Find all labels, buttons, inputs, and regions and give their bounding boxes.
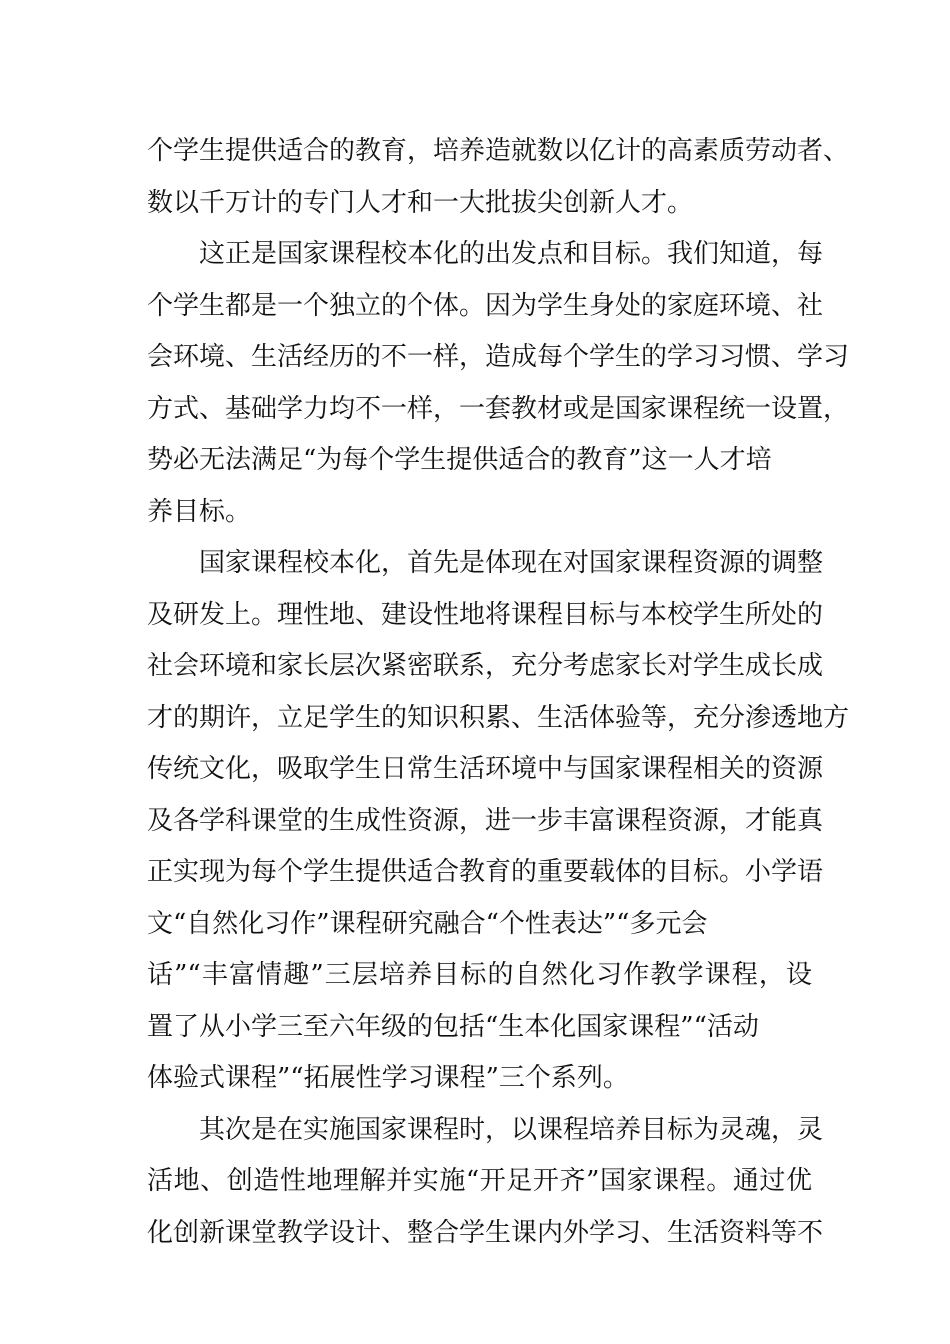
text-line: 及各学科课堂的生成性资源，进一步丰富课程资源，才能真	[147, 805, 824, 836]
text-line: 个学生提供适合的教育，培养造就数以亿计的高素质劳动者、	[147, 136, 850, 166]
text-line: 正实现为每个学生提供适合教育的重要载体的目标。小学语	[147, 857, 824, 887]
text-line: 会环境、生活经历的不一样，造成每个学生的学习习惯、学习	[147, 342, 850, 372]
text-line: 及研发上。理性地、建设性地将课程目标与本校学生所处的	[147, 599, 824, 630]
text-line: 传统文化，吸取学生日常生活环境中与国家课程相关的资源	[147, 754, 824, 784]
text-line: 化创新课堂教学设计、整合学生课内外学习、生活资料等不	[147, 1217, 824, 1248]
text-line: 才的期许，立足学生的知识积累、生活体验等，充分渗透地方	[147, 702, 850, 733]
paragraph-first-line: 其次是在实施国家课程时，以课程培养目标为灵魂，灵	[199, 1114, 824, 1145]
text-line: 体验式课程”“拓展性学习课程”三个系列。	[147, 1063, 629, 1093]
text-line: 个学生都是一个独立的个体。因为学生身处的家庭环境、社	[147, 290, 824, 321]
text-line: 方式、基础学力均不一样，一套教材或是国家课程统一设置，	[147, 393, 850, 424]
paragraph-first-line: 国家课程校本化，首先是体现在对国家课程资源的调整	[199, 548, 824, 578]
text-line: 活地、创造性地理解并实施“开足开齐”国家课程。通过优	[147, 1166, 812, 1196]
text-line: 社会环境和家长层次紧密联系，充分考虑家长对学生成长成	[147, 651, 824, 681]
text-line: 数以千万计的专门人才和一大批拔尖创新人才。	[147, 187, 694, 218]
paragraph-first-line: 这正是国家课程校本化的出发点和目标。我们知道，每	[199, 239, 824, 269]
text-line: 养目标。	[147, 496, 252, 527]
text-line: 势必无法满足“为每个学生提供适合的教育”这一人才培	[147, 445, 772, 475]
text-line: 置了从小学三至六年级的包括“生本化国家课程”“活动	[147, 1011, 759, 1042]
text-line: 文“自然化习作”课程研究融合“个性表达”“多元会	[147, 908, 708, 939]
body-text	[147, 126, 850, 1259]
text-line: 话”“丰富情趣”三层培养目标的自然化习作教学课程，设	[147, 960, 812, 990]
